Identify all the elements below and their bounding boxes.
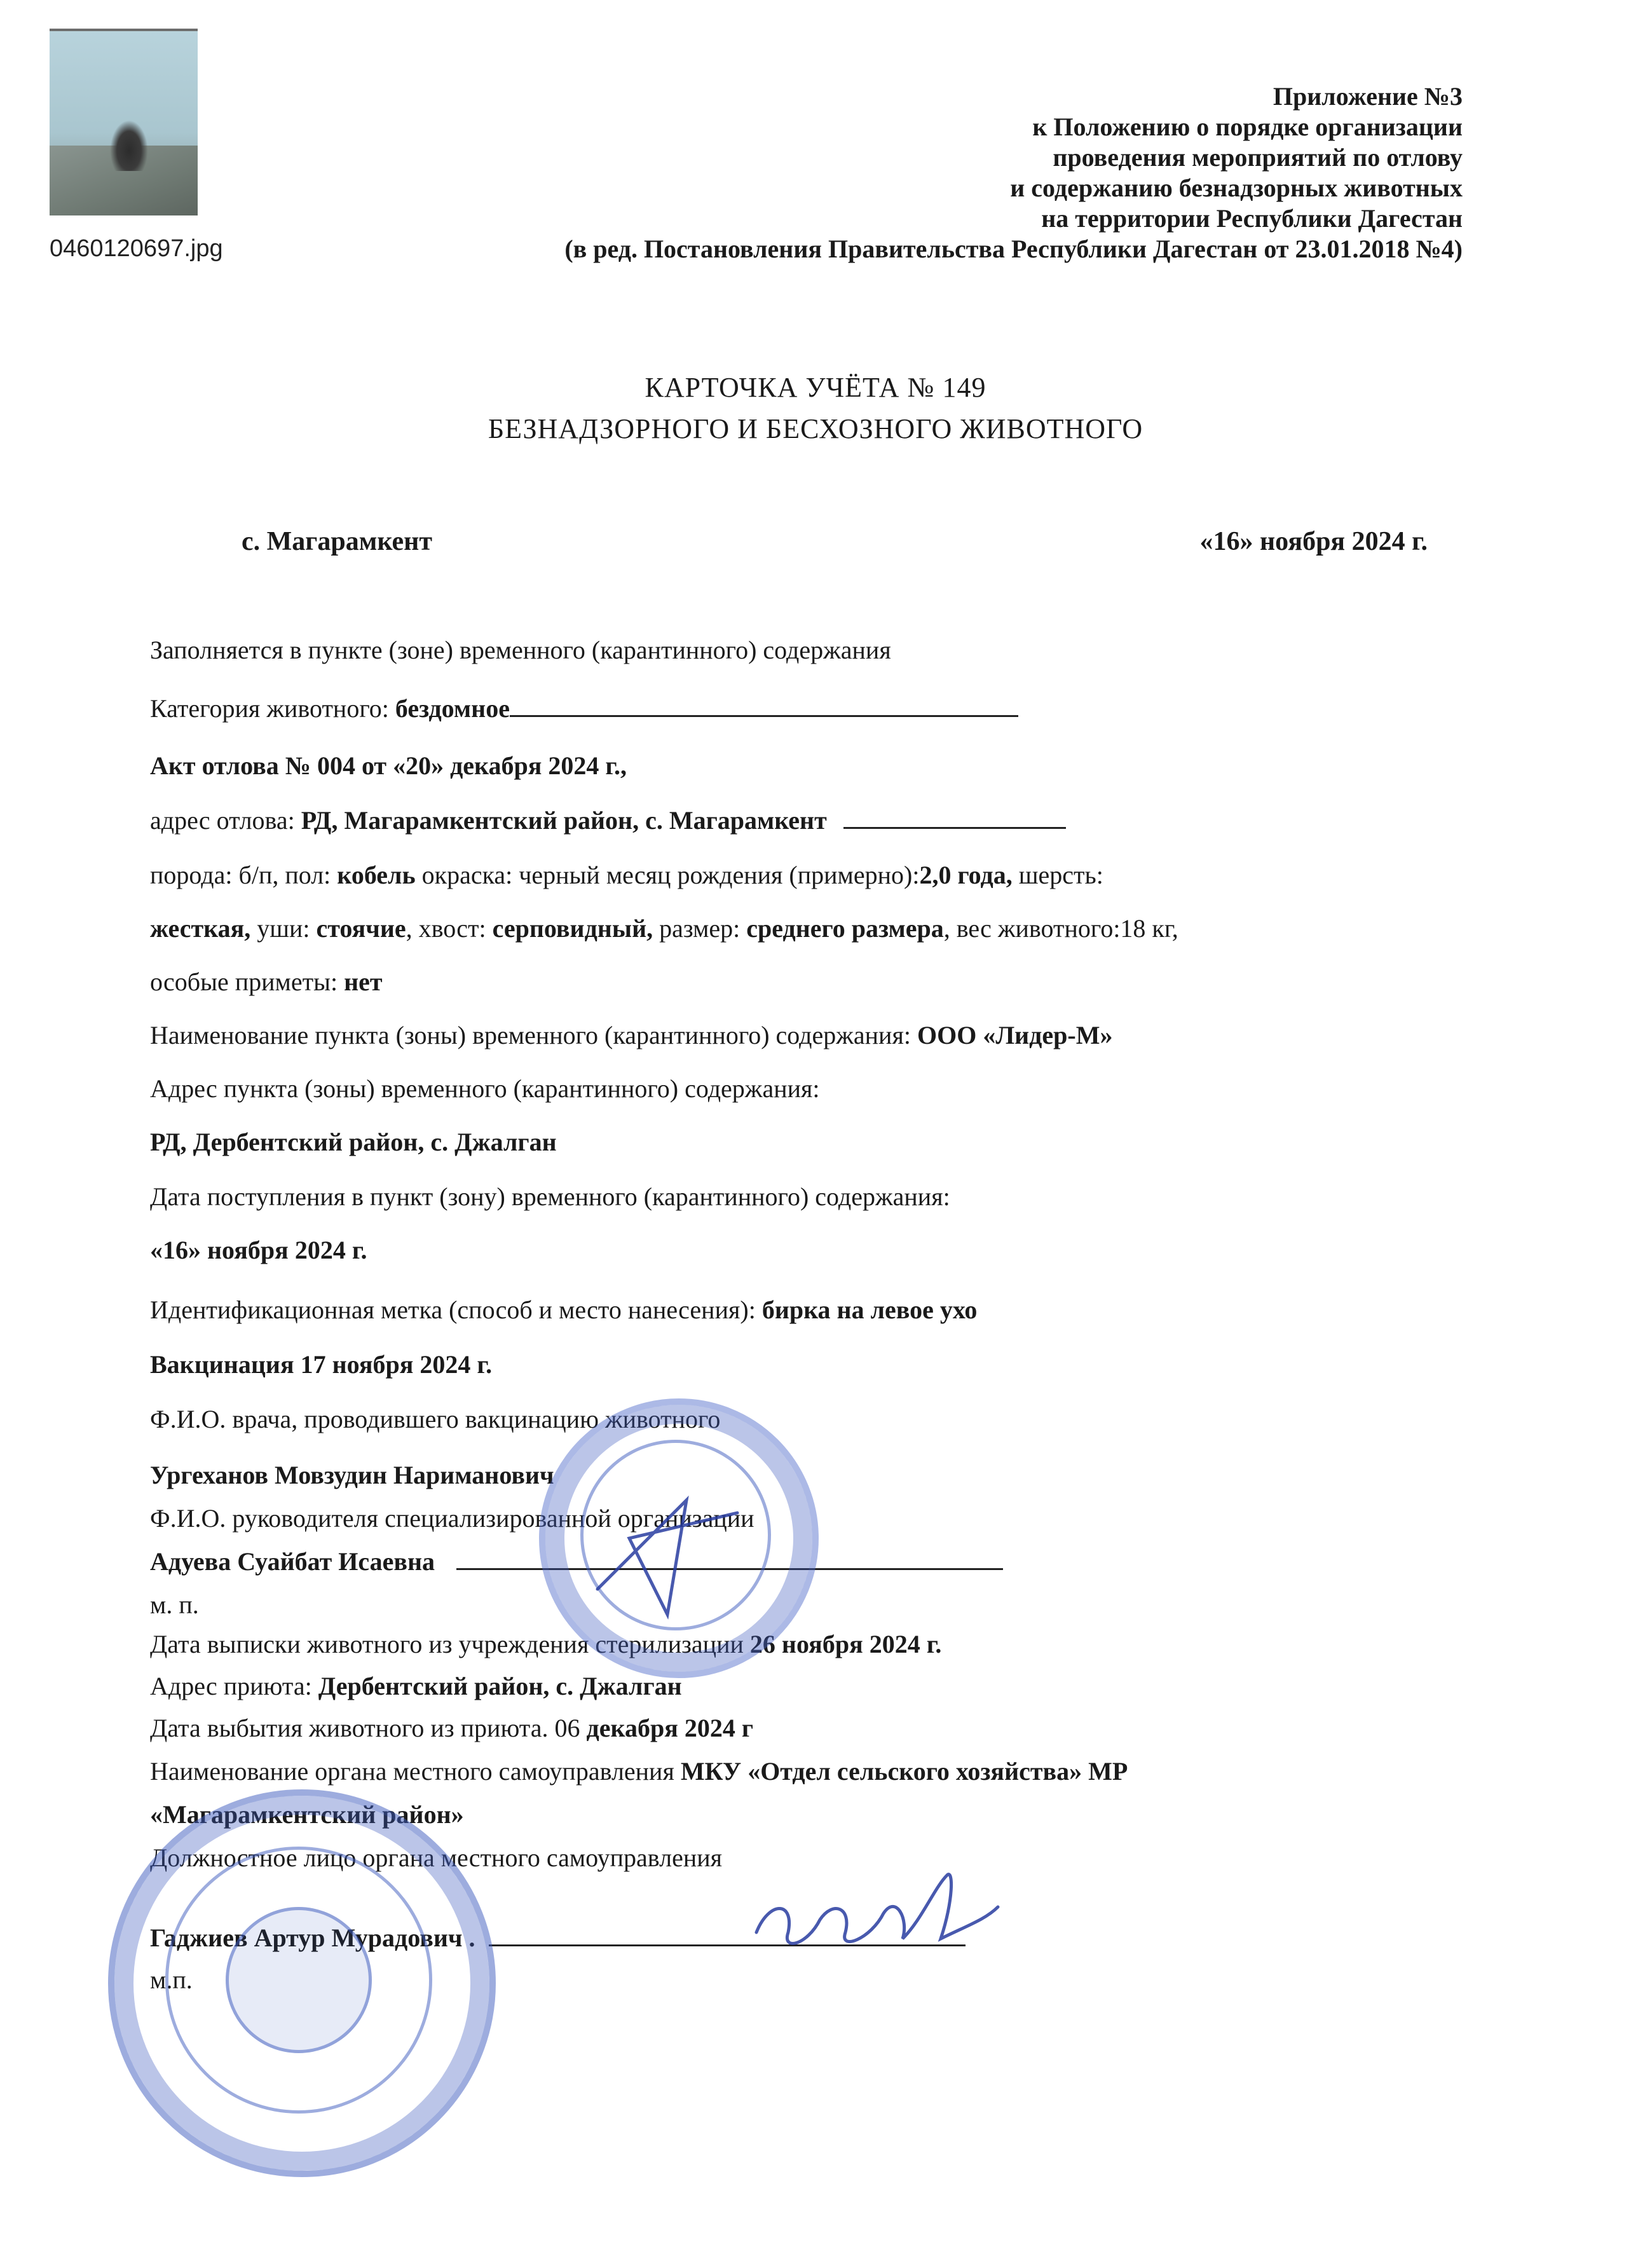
ears-value: стоячие xyxy=(316,914,406,943)
sex-value: кобель xyxy=(337,861,416,889)
id-mark-label: Идентификационная метка (способ и место нанесения): xyxy=(150,1295,762,1324)
tail-label: , хвост: xyxy=(406,914,493,943)
authority-line xyxy=(150,1756,1128,1787)
organization-signature xyxy=(591,1487,756,1627)
special-marks-line xyxy=(150,966,383,998)
appendix-header xyxy=(255,81,1463,264)
coat-line xyxy=(150,913,1178,945)
size-value: среднего размера xyxy=(746,914,944,943)
appendix-line: на территории Республики Дагестан xyxy=(1041,204,1463,233)
shelter-address-value: РД, Дербентский район, с. Джалган xyxy=(150,1128,557,1156)
vet-label: Ф.И.О. врача, проводившего вакцинацию животного xyxy=(150,1405,721,1433)
coat-value: жесткая, xyxy=(150,914,251,943)
card-subtitle: БЕЗНАДЗОРНОГО И БЕСХОЗНОГО ЖИВОТНОГО xyxy=(488,413,1143,444)
shelter-address-label: Адрес пункта (зоны) временного (карантинного) содержания: xyxy=(150,1074,820,1103)
special-marks-value: нет xyxy=(344,967,383,996)
authority-label: Наименование органа местного самоуправления xyxy=(150,1757,681,1786)
official-name: Гаджиев Артур Мурадович . xyxy=(150,1923,475,1952)
shelter-name-line xyxy=(150,1020,1112,1051)
photo-caption: 0460120697.jpg xyxy=(50,235,223,262)
coat-label: шерсть: xyxy=(1012,861,1103,889)
ears-label: уши: xyxy=(250,914,317,943)
card-date: «16» ноября 2024 г. xyxy=(1199,527,1428,556)
discharge-label: Дата выписки животного из учреждения стерилизации xyxy=(150,1630,750,1658)
leave-label: Дата выбытия животного из приюта. 06 xyxy=(150,1714,587,1742)
official-label: Должностное лицо органа местного самоуправления xyxy=(150,1843,723,1872)
category-label: Категория животного: xyxy=(150,694,395,723)
underline xyxy=(843,805,1066,829)
special-marks-label: особые приметы: xyxy=(150,967,345,996)
category-line xyxy=(150,693,1018,725)
place: с. Магарамкент xyxy=(242,527,432,556)
leave-line xyxy=(150,1712,753,1744)
discharge-value: 26 ноября 2024 г. xyxy=(749,1630,942,1658)
appendix-line: Приложение №3 xyxy=(1273,82,1463,111)
appendix-line: и содержанию безнадзорных животных xyxy=(1010,174,1463,202)
stamp-place-1: м. п. xyxy=(150,1590,199,1619)
size-label: размер: xyxy=(653,914,747,943)
vaccination: Вакцинация 17 ноября 2024 г. xyxy=(150,1350,493,1379)
breed-label: порода: б/п, пол: xyxy=(150,861,338,889)
shelter-value: Дербентский район, с. Джалган xyxy=(318,1672,682,1700)
capture-address-line xyxy=(150,805,1066,837)
shelter-label: Адрес приюта: xyxy=(150,1672,318,1700)
shelter-name-value: ООО «Лидер-М» xyxy=(917,1021,1113,1049)
weight-label: , вес животного:18 кг, xyxy=(943,914,1178,943)
capture-address-value: РД, Магарамкентский район, с. Магарамкент xyxy=(301,806,827,835)
head-name: Адуева Суайбат Исаевна xyxy=(150,1547,435,1576)
arrival-value: «16» ноября 2024 г. xyxy=(150,1236,367,1264)
age-value: 2,0 года, xyxy=(919,861,1013,889)
arrival-label: Дата поступления в пункт (зону) временного (карантинного) содержания: xyxy=(150,1182,950,1211)
filled-in-note: Заполняется в пункте (зоне) временного (карантинного) содержания xyxy=(150,636,891,664)
appendix-line: к Положению о порядке организации xyxy=(1032,113,1463,141)
capture-act: Акт отлова № 004 от «20» декабря 2024 г., xyxy=(150,751,627,780)
head-label: Ф.И.О. руководителя специализированной организации xyxy=(150,1504,754,1533)
id-mark-line xyxy=(150,1294,977,1326)
breed-line xyxy=(150,859,1103,891)
capture-address-label: адрес отлова: xyxy=(150,806,301,835)
discharge-line xyxy=(150,1629,941,1660)
official-signature xyxy=(744,1862,1011,1964)
dog-photo xyxy=(50,29,198,215)
id-mark-value: бирка на левое ухо xyxy=(761,1295,978,1324)
stamp-place-2: м.п. xyxy=(150,1965,193,1994)
authority-value-cont: «Магарамкентский район» xyxy=(150,1800,464,1829)
category-value: бездомное xyxy=(395,694,510,723)
photo-dog-figure xyxy=(110,120,148,171)
shelter-line xyxy=(150,1670,682,1702)
appendix-line: (в ред. Постановления Правительства Республики Дагестан от 23.01.2018 №4) xyxy=(564,235,1463,263)
appendix-line: проведения мероприятий по отлову xyxy=(1053,143,1463,172)
underline xyxy=(510,693,1018,717)
color-label: окраска: черный месяц рождения (примерно): xyxy=(415,861,920,889)
leave-value: декабря 2024 г xyxy=(586,1714,754,1742)
card-title: КАРТОЧКА УЧЁТА № 149 xyxy=(645,372,986,403)
municipal-seal-stamp xyxy=(108,1789,496,2177)
authority-value: МКУ «Отдел сельского хозяйства» МР xyxy=(680,1757,1128,1786)
shelter-name-label: Наименование пункта (зоны) временного (карантинного) содержания: xyxy=(150,1021,917,1049)
tail-value: серповидный, xyxy=(492,914,653,943)
vet-name: Ургеханов Мовзудин Нариманович xyxy=(150,1461,554,1489)
